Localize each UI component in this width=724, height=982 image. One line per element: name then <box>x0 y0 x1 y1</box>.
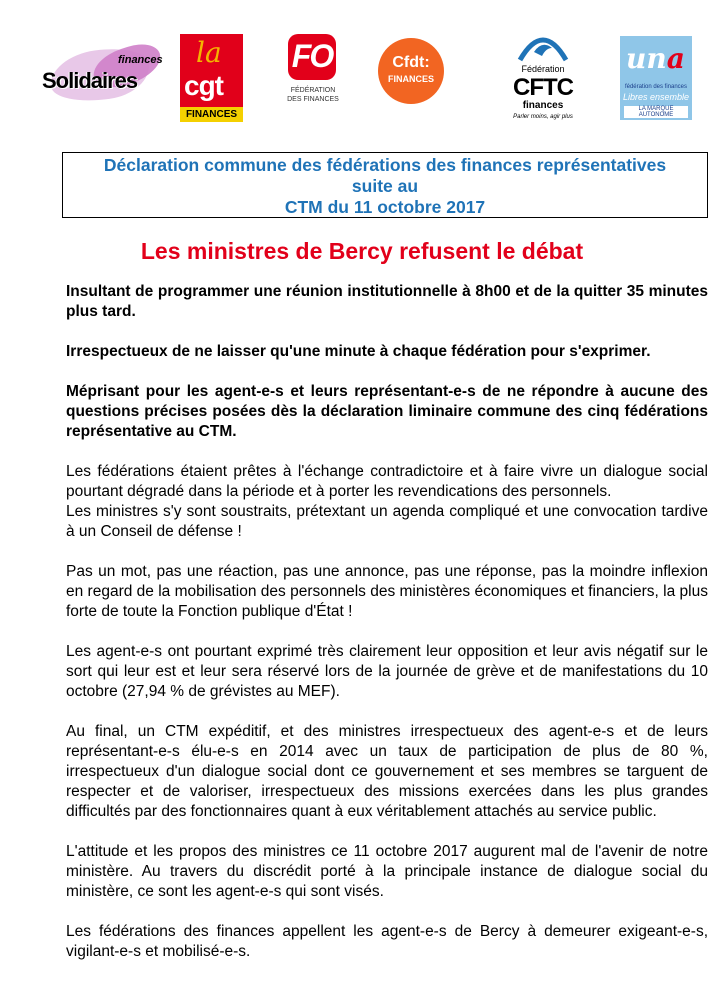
unsa-logo-name-a: a <box>666 42 685 75</box>
cftc-logo <box>500 26 586 126</box>
cftc-logo-fed: Fédération <box>521 64 565 74</box>
header-line-2: suite au <box>351 176 419 196</box>
page-title: Les ministres de Bercy refusent le débat <box>140 238 584 264</box>
unsa-logo <box>620 36 692 120</box>
cftc-dove-icon <box>516 26 570 66</box>
solidaires-logo-name: Solidaires <box>42 68 138 93</box>
paragraph-3: Méprisant pour les agent-e-s et leurs représentant-e-s de ne répondre à aucune des questions précises posées dès la déclaration liminaire commune des cinq fédérations représentative au CTM. <box>66 383 708 440</box>
header-line-3: CTM du 11 octobre 2017 <box>284 197 486 217</box>
unsa-logo-tag: LA MARQUE AUTONOME <box>624 106 688 118</box>
cftc-logo-slogan: Parler moins, agir plus <box>513 114 573 120</box>
cgt-logo-sub: FINANCES <box>180 107 243 122</box>
paragraph-6: Les agent-e-s ont pourtant exprimé très clairement leur opposition et leur avis négatif sur le sort qui leur est et leur sera réservé lors de la journée de grève et de manifestations du 10 octobre (27,94 % de grévistes au MEF). <box>66 643 708 700</box>
fo-logo-sub-line2: DES FINANCES <box>287 96 339 103</box>
cfdt-logo <box>378 38 444 108</box>
fo-logo <box>280 34 346 120</box>
paragraph-7: Au final, un CTM expéditif, et des ministres irrespectueux des agent-e-s et de leurs représentant-e-s élu-e-s en 2014 avec un taux de participation de plus de 80 %, irrespectueux d'un dialogue social dont ce gouvernement et ses membres se targuent de respecter et de valoriser, irrespectueux des missions exercées dans les plus grandes difficultés par des fonctionnaires quant à eux véritablement attachés au service public. <box>66 723 708 820</box>
declaration-header-box <box>62 152 708 218</box>
cgt-logo-top: la <box>196 36 222 69</box>
paragraph-2: Irrespectueux de ne laisser qu'une minute à chaque fédération pour s'exprimer. <box>66 343 651 360</box>
cgt-logo-name: cgt <box>184 70 223 101</box>
paragraph-8: L'attitude et les propos des ministres ce 11 octobre 2017 augurent mal de l'avenir de notre ministère. Au travers du discrédit porté à la principale instance de dialogue social du ministère, ce sont les agent-e-s qui sont visés. <box>66 843 708 900</box>
unsa-logo-slogan: Libres ensemble <box>622 92 690 102</box>
cgt-logo <box>180 34 243 122</box>
fo-logo-name: FO <box>291 38 333 74</box>
cftc-logo-sub: finances <box>522 100 564 111</box>
document-body <box>66 282 708 982</box>
fo-logo-sub-line1: FÉDÉRATION <box>290 87 336 94</box>
cfdt-logo-name: Cfdt: <box>392 54 430 71</box>
union-logos-row <box>0 22 724 130</box>
fo-logo-sub <box>280 86 346 104</box>
paragraph-9: Les fédérations des finances appellent les agent-e-s de Bercy à demeurer exigeant-e-s, vigilant-e-s et mobilisé-e-s. <box>66 923 708 960</box>
paragraph-1: Insultant de programmer une réunion institutionnelle à 8h00 et de la quitter 35 minutes plus tard. <box>66 283 708 320</box>
unsa-logo-fed: fédération des finances <box>624 84 688 90</box>
paragraph-4b: Les ministres s'y sont soustraits, prétextant un agenda compliqué et une convocation tardive à un Conseil de défense ! <box>66 503 708 540</box>
cftc-logo-name: CFTC <box>513 74 573 101</box>
solidaires-logo <box>40 48 164 104</box>
unsa-logo-name <box>626 42 685 75</box>
unsa-logo-name-u: un <box>626 42 667 75</box>
paragraph-5: Pas un mot, pas une réaction, pas une annonce, pas une réponse, pas la moindre inflexion en regard de la mobilisation des personnels des ministères économiques et financiers, la plus forte de toute la Fonction publique d'État ! <box>66 563 708 620</box>
solidaires-logo-sub: finances <box>118 54 163 66</box>
paragraph-4a: Les fédérations étaient prêtes à l'échange contradictoire et à faire vivre un dialogue social pourtant dégradé dans la période et à porter les revendications des personnels. <box>66 463 708 500</box>
header-line-1: Déclaration commune des fédérations des finances représentatives <box>103 155 667 175</box>
cfdt-logo-sub: FINANCES <box>387 74 434 84</box>
